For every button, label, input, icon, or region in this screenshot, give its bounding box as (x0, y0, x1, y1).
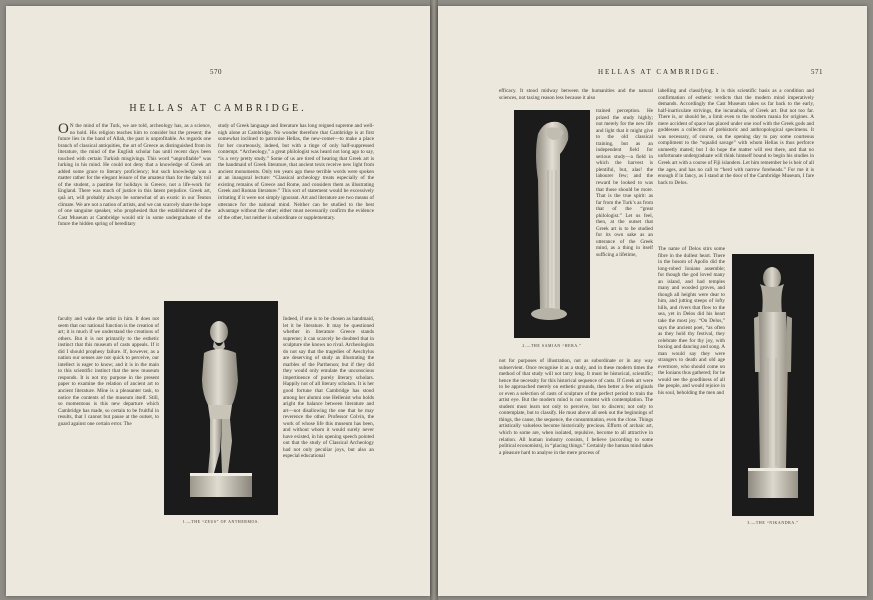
column-2-top: study of Greek language and literature has long reigned supreme and well-nigh alone at Cambridge. No wonder therefore that Cambridge is at first somewhat inclined to patronise Hellas, the new-comer—to make a place for her courteously, indeed, but with a tinge of only half-suppressed contempt. “Archeology,” a great philologist was heard not long ago to say, “is a very pretty study.” Some of us are tired of hearing that Greek art is the handmaid of Greek literature, that ancient texts receive new light from ancient monuments. Only ten years ago these terrible words were spoken at an inaugural lecture: “Classical archeology treats especially of the existing remains of Greece and Rome, and considers them as illustrating Greek and Roman literature.” This sort of statement would be excessively irritating if it were not simply ignorant. Art and literature are two means of utterance for the national mind. Neither can be studied to the best advantage without the other; either must necessarily confirm the evidence of the other, but neither is subordinate or supplementary. (218, 123, 374, 221)
drop-cap: O (58, 123, 69, 137)
column-1-top (58, 123, 211, 316)
statue-zeus-image (164, 301, 278, 515)
page-number: 570 (210, 68, 222, 76)
book-gutter (430, 0, 438, 600)
column-2-side: The name of Delos stirs some fibre in the dullest heart. There in the bosom of Apollo did the long-robed Ionians assemble; for though the god loved many an island, and had temples many and wooded groves, and though all heights were dear to him, and jutting steeps of lofty hills, and rivers that flow to the sea, yet in Delos did his heart take the most joy. “On Delos,” says the ancient poet, “as often as they hold thy festival, they celebrate thee for thy joy, with boxing and dancing and song. A man would say they were strangers to death and old age evermore, who should come on the Ionians thus gathered; for he would see the goodliness of all the people, and would rejoice in his soul, beholding the men and (658, 246, 725, 397)
running-head: HELLAS AT CAMBRIDGE. (598, 68, 721, 76)
figure-caption-nikandra: 3.—THE “NIKANDRA.” (747, 521, 799, 525)
column-1-bottom: not for purposes of illustration, not as subordinate or in any way subservient. Once recognise it as a study, and in these modern times the method of that study will not tarry long. It must be historical, scientific; hence the necessity for this historical sequence of casts. If Greek art were to be approached merely on esthetic grounds, then better a few originals or even a selection of casts of sculpture of the perfect period to train the artist eye. But the modern mind is not content with contemplation. The student must learn not only to perceive, but to discern; not only to contemplate, but to classify. He must above all seek out the beginnings of things, the cause, the sequence, the consummation, even the close. Things artistically valueless become historically precious. Efforts of archaic art, which to some are, when isolated, repulsive, become to all attractive in relation. All human industry consists, I believe (according to some political economists), in “placing things.” Certainly the human mind takes a pleasure hard to analyse in the mere process of (499, 358, 653, 456)
photo-plate-hera (514, 110, 590, 338)
column-2-bottom: Indeed, if one is to be chosen as handmaid, let it be literature. It may be questioned whether in literature Greece stands supreme; it can scarcely be doubted that in sculpture she knows no rival. Archeologists do not say that the tragedies of Aeschylus are deserving of study as illustrating the marbles of the Parthenon; but if they did they would only emulate the unconscious impertinence of purely literary scholars. Happily not of all literary scholars. It is her good fortune that Cambridge has stood among her alumni one Hellenist who holds aright the balance between literature and art—not disallowing the one that he may reverence the other. Professor Colvin, the work of whose life this museum has been, and without whom it would surely never have existed, in his opening speech pointed out that the study of Classical Archeology had not only peculiar joys, but also an especial educational (283, 316, 374, 460)
statue-hera-image (514, 110, 590, 338)
column-2-top: labelling and classifying. It is this scientific basis as a condition and confirmation of esthetic verdicts that the modern mind imperatively demands. Accordingly the Cast Museum takes us far back to the early, half-inarticulate strivings, the incunabula, of Greek art. But not too far. There is, or should be, a limit even to the modern mania for origines. A mere accident of space has placed under one roof with the Greek gods and goddesses a collection of prehistoric and anthropological specimens. It was necessary, of course, on the opening day to pay some courteous compliment to the “squalid savage” with whom Hellas is thus perforce unmeetly mated; but I do hope the matter will rest there, and that no unfortunate undergraduate will think himself bound to begin his studies in Greek art with a course of Fiji islanders. Let him remember he is heir of all the ages, and has no call to “herd with narrow foreheads.” For me it is enough if in fancy, as I stand at the door of the Cambridge Museum, I fare back to Delos. (658, 88, 814, 186)
statue-nikandra-image (732, 254, 814, 516)
figure-caption-hera: 2.—THE SAMIAN “HERA.” (522, 344, 582, 348)
photo-plate-nikandra (732, 254, 814, 516)
photo-plate-zeus (164, 301, 278, 515)
column-1-bottom: faculty and wake the artist in him. It does not seem that our national function is the creation of art; it is much if we understand the creations of others. But it is not primarily to the esthetic instinct that this museum of casts appeals. If it did I should prophesy failure. If, however, as a nation our senses are not quick to perceive, our intellect is eager to know; and it is in the main to this scientific instinct that the new museum responds. It is not my purpose in the present paper to examine the relation of ancient art to ancient literature. Mine is a pleasanter task, to notice the contents of the museum itself. Still, so momentous is this new departure which Cambridge has made, so certain to be fruitful in results, that I cannot but pause at the outset, to guard against one certain error. The (58, 316, 159, 427)
column-text: N the mind of the Turk, we are told, archeology has, as a science, no hold. His religion teaches him to consider but the present; the future lies in the hand of Allah, the past is unprofitable. As regards one branch of classical antiquities, the art of Greece as distinguished from its literature, the mind of the English scholar has until recent days been touched with certain Turkish misgivings. This word “unprofitable” was lurking in his mind. He could not deny that a knowledge of Greek art added some grace to literary proficiency; but such knowledge was a matter rather for the elegant leisure of the amateur than for the daily toil of the student, a pastime for holidays in Greece, not a life-work for England. There was much of justice in this latent prejudice. Greek art, quâ art, will probably always be somewhat of an exotic in our Teuton climate. We are not a nation of artists, and we can scarcely share the hope of one sanguine speaker, who prophesied that the establishment of the Cast Museum at Cambridge would stir in some undergraduate of the future the hidden spring of hereditary (58, 123, 211, 228)
page-number: 571 (811, 68, 823, 76)
column-1-top: efficacy. It stood midway between the humanities and the natural sciences, not taxing reason less because it also (499, 88, 653, 101)
right-page (438, 6, 867, 596)
figure-caption: 1.—THE “ZEUS” OF ANTHERMOS. (182, 520, 260, 524)
column-1-side: trained perception. He prized the study highly; not merely for the new life and light that it might give to the old classical training, but as an independent field for serious study—a field in which the harvest is plentiful, but, alas! the labourer few; and the reward be looked to was that those should be more. That is the true spirit: as far from the Turk’s as from that of the “great philologist.” Let us feel, then, at the outset that Greek art is to be studied for its own sake as an utterance of the Greek mind, as a thing in itself sufficing a lifetime, (596, 108, 653, 259)
article-title: HELLAS AT CAMBRIDGE. (129, 103, 307, 114)
left-page (6, 6, 430, 596)
